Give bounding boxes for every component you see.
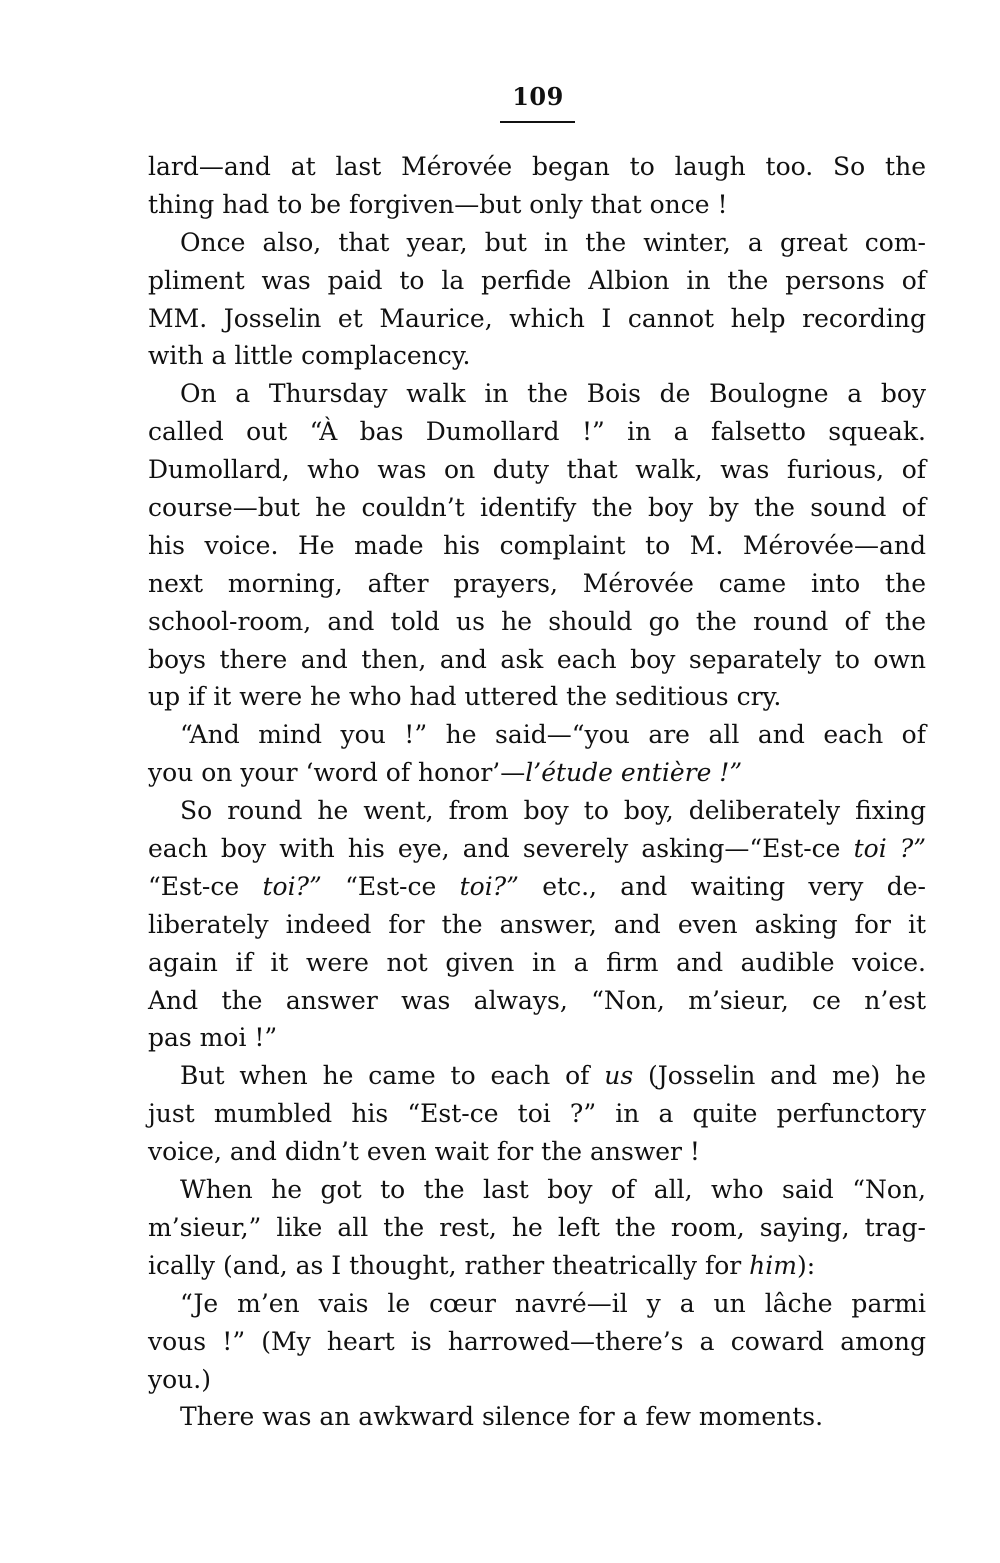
- text-line: vous !” (My heart is harrowed—there’s a coward among: [148, 1326, 926, 1356]
- page-number: 109: [512, 82, 564, 111]
- text-run: ):: [796, 1250, 816, 1280]
- page-body-text: [148, 148, 926, 1436]
- text-run: “Est-ce: [321, 871, 460, 901]
- text-line: Dumollard, who was on duty that walk, was furious, of: [148, 455, 926, 485]
- text-run: ically (and, as I thought, rather theatrically for: [148, 1250, 750, 1280]
- text-line: just mumbled his “Est-ce toi ?” in a quite perfunctory: [148, 1099, 926, 1129]
- text-run: “Est-ce: [148, 871, 263, 901]
- text-line: with a little complacency.: [148, 341, 471, 371]
- text-line: [148, 868, 926, 906]
- text-line: “And mind you !” he said—“you are all and each of: [180, 720, 926, 750]
- text-line: lard—and at last Mérovée began to laugh too. So the: [148, 152, 926, 181]
- text-line: liberately indeed for the answer, and even asking for it: [148, 909, 926, 939]
- text-line: [148, 1057, 926, 1095]
- text-line: So round he went, from boy to boy, deliberately fixing: [180, 796, 926, 826]
- text-line: [148, 830, 926, 868]
- text-line: called out “À bas Dumollard !” in a falsetto squeak.: [148, 417, 926, 447]
- text-line: up if it were he who had uttered the seditious cry.: [148, 682, 782, 712]
- text-line: m’sieur,” like all the rest, he left the room, saying, trag-: [148, 1212, 926, 1242]
- text-line: course—but he couldn’t identify the boy by the sound of: [148, 493, 926, 523]
- text-line: thing had to be forgiven—but only that once !: [148, 189, 728, 219]
- text-line: next morning, after prayers, Mérovée came into the: [148, 568, 926, 598]
- italic-text-run: toi?”: [459, 871, 519, 901]
- text-line: boys there and then, and ask each boy separately to own: [148, 644, 926, 674]
- page-number-rule: [500, 121, 575, 123]
- text-run: each boy with his eye, and severely asking—“Est-ce: [148, 834, 854, 864]
- text-line: Once also, that year, but in the winter, a great com-: [180, 227, 926, 257]
- text-line: [148, 754, 926, 792]
- italic-text-run: us: [604, 1061, 634, 1091]
- italic-text-run: toi?”: [262, 871, 322, 901]
- text-run: But when he came to each of: [180, 1061, 605, 1091]
- text-line: And the answer was always, “Non, m’sieur, ce n’est: [148, 985, 926, 1015]
- text-line: school-room, and told us he should go the round of the: [148, 606, 926, 636]
- text-run: etc., and waiting very de-: [518, 871, 926, 901]
- text-run: you on your ‘word of honor’—: [148, 758, 526, 788]
- text-line: [148, 1247, 926, 1285]
- text-line: again if it were not given in a firm and audible voice.: [148, 947, 926, 977]
- text-line: his voice. He made his complaint to M. Mérovée—and: [148, 530, 926, 560]
- text-line: On a Thursday walk in the Bois de Boulogne a boy: [180, 379, 926, 409]
- text-line: “Je m’en vais le cœur navré—il y a un lâche parmi: [180, 1288, 926, 1318]
- text-line: pliment was paid to la perfide Albion in the persons of: [148, 265, 926, 295]
- text-line: There was an awkward silence for a few moments.: [180, 1402, 824, 1432]
- text-line: voice, and didn’t even wait for the answer !: [148, 1137, 700, 1167]
- italic-text-run: toi ?”: [853, 834, 927, 864]
- text-line: pas moi !”: [148, 1023, 278, 1053]
- text-line: MM. Josselin et Maurice, which I cannot help recording: [148, 303, 926, 333]
- text-run: (Josselin and me) he: [633, 1061, 926, 1091]
- text-line: When he got to the last boy of all, who said “Non,: [180, 1175, 926, 1205]
- italic-text-run: him: [749, 1250, 797, 1280]
- italic-text-run: l’étude entière !”: [525, 758, 743, 788]
- text-line: you.): [148, 1364, 211, 1394]
